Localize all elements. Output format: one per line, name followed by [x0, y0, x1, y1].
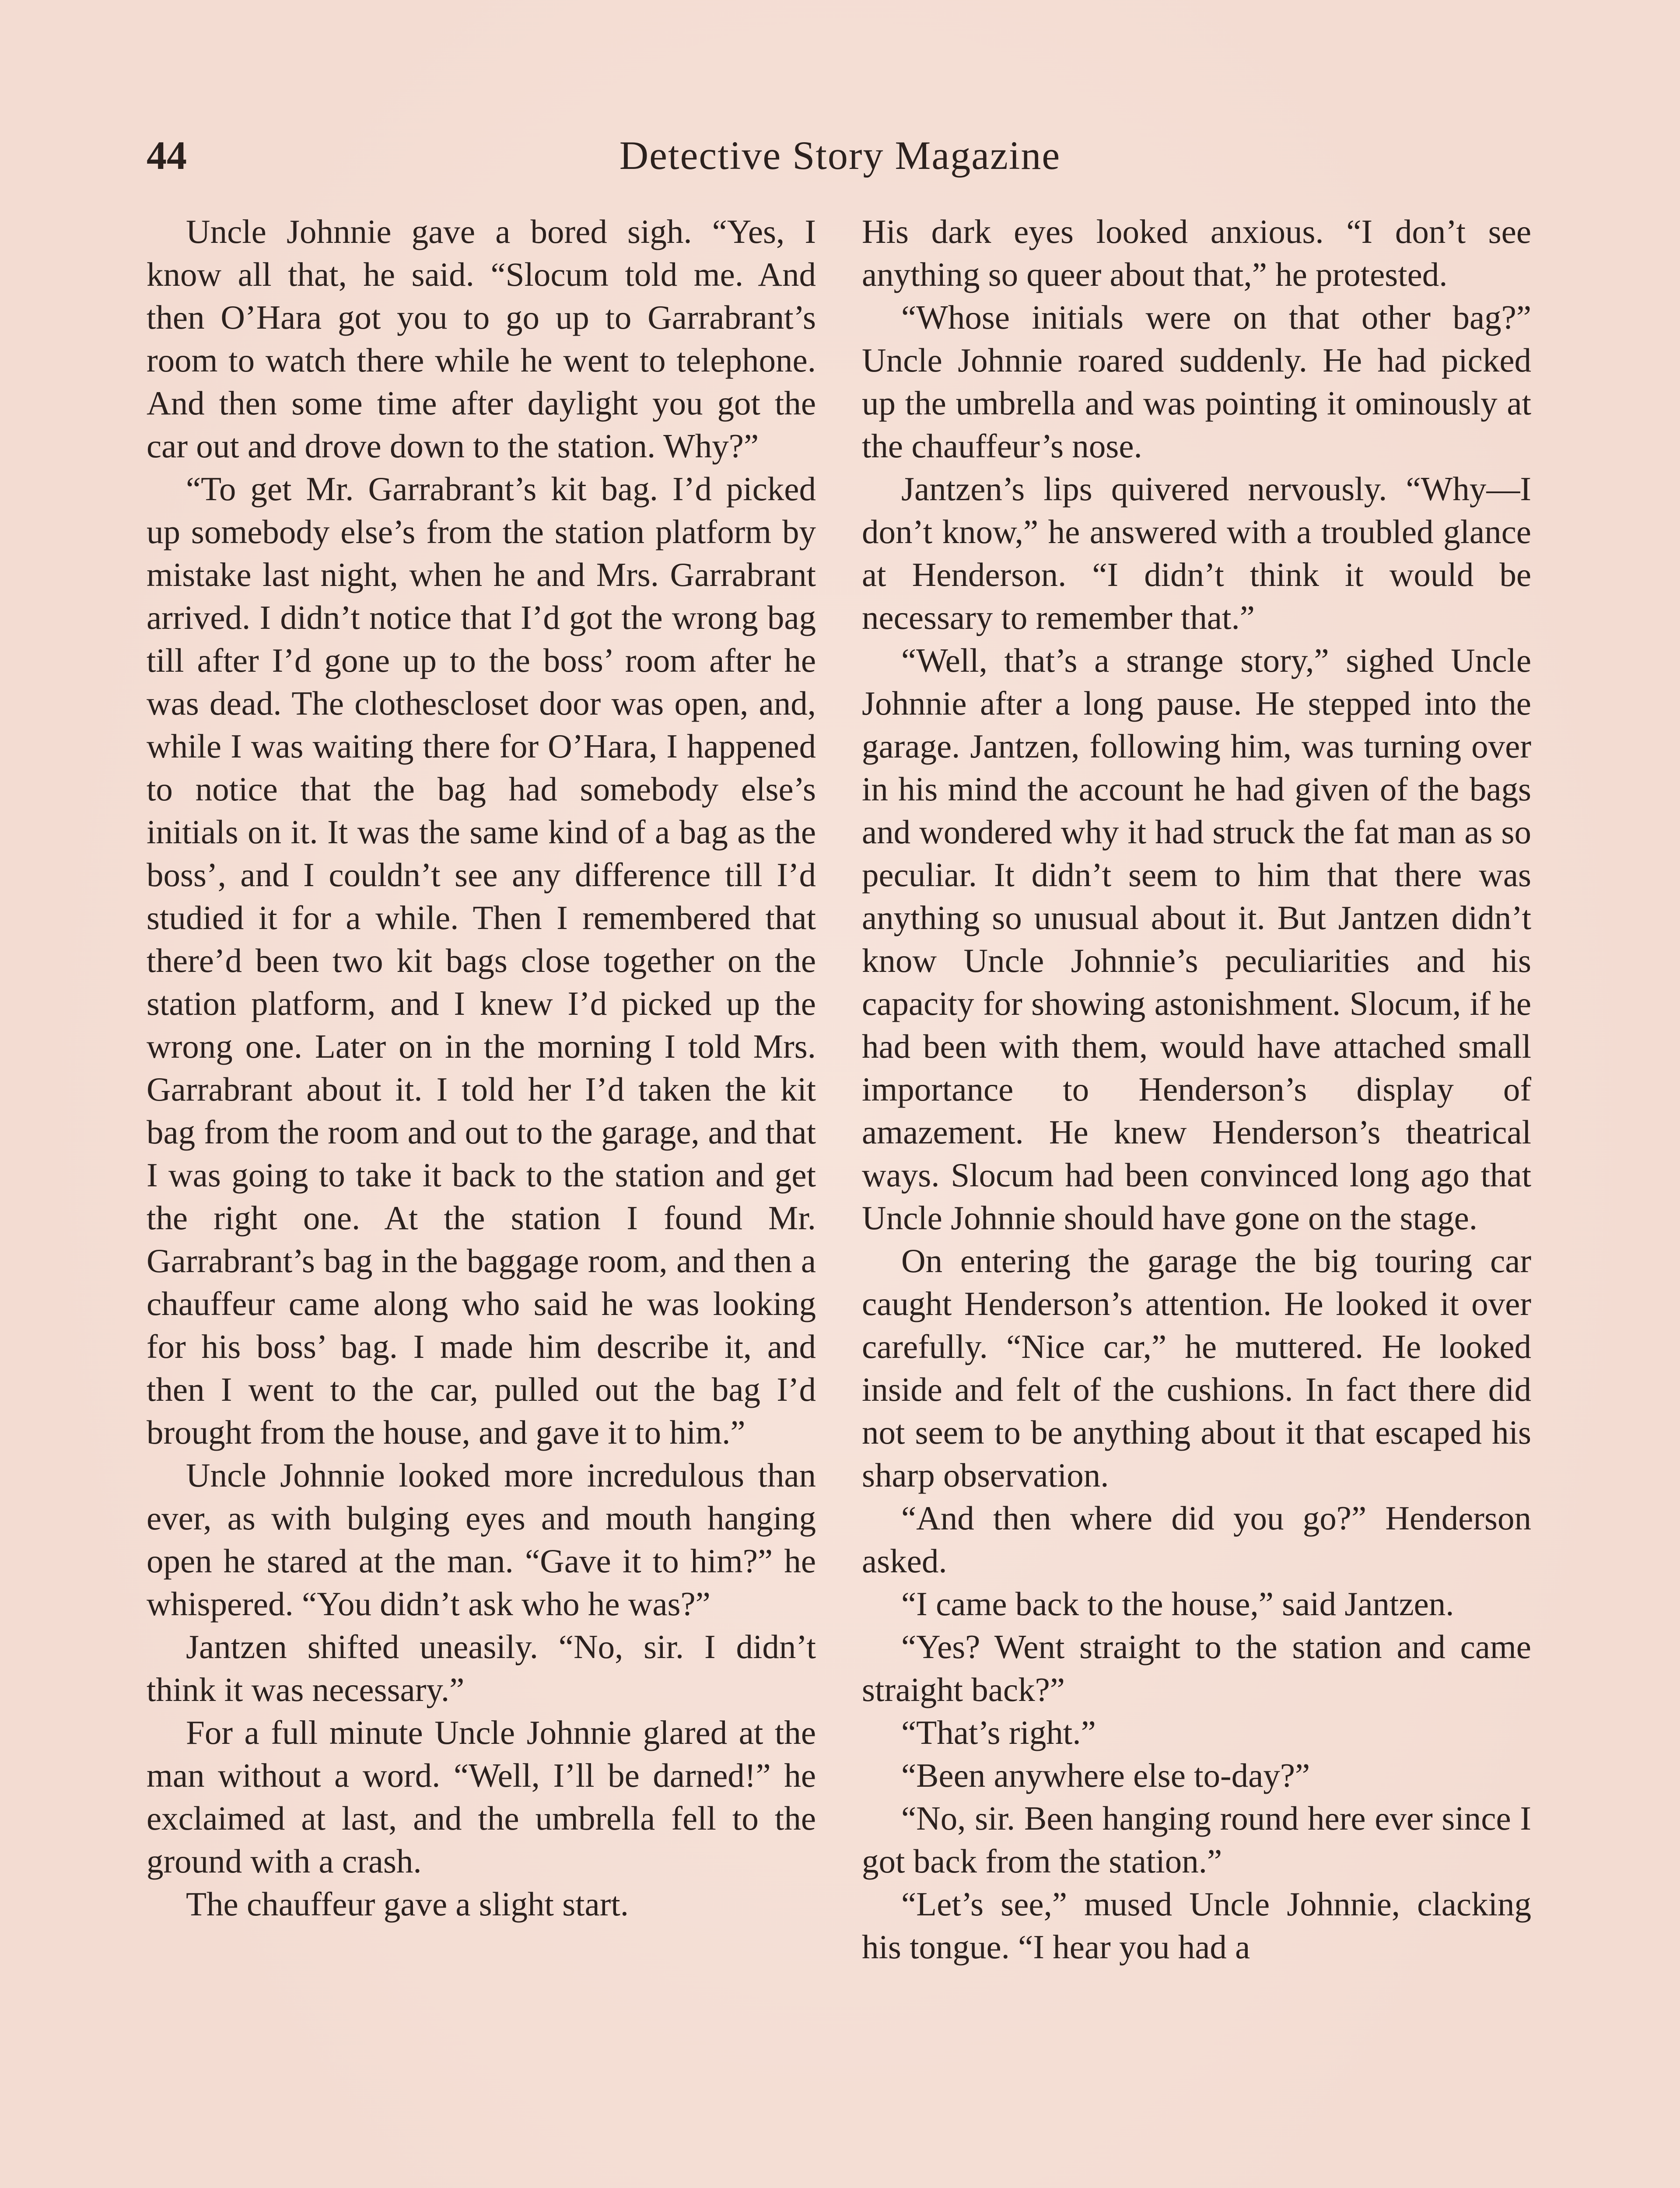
- paragraph: “Whose initials were on that other bag?” Uncle Johnnie roared suddenly. He had picked up the umbrella and was pointing it ominously at the chauffeur’s nose.: [862, 298, 1531, 465]
- paragraph: For a full minute Uncle Johnnie glared at the man without a word. “Well, I’ll be darned!” he exclaimed at last, and the umbrella fell to the ground with a crash.: [147, 1714, 816, 1880]
- paragraph: “Well, that’s a strange story,” sighed Uncle Johnnie after a long pause. He stepped into the garage. Jantzen, following him, was turning over in his mind the account he had given of the bags and wondered why it had struck the fat man as so peculiar. It didn’t seem to him that there was anything so unusual about it. But Jantzen didn’t know Uncle Johnnie’s peculiarities and his capacity for showing astonishment. Slocum, if he had been with them, would have attached small importance to Henderson’s display of amazement. He knew Henderson’s theatrical ways. Slocum had been convinced long ago that Uncle Johnnie should have gone on the stage.: [862, 642, 1531, 1237]
- page-header: [147, 127, 1533, 184]
- paragraph: “That’s right.”: [901, 1714, 1096, 1751]
- paragraph: Jantzen shifted uneasily. “No, sir. I didn’t think it was necessary.”: [147, 1628, 816, 1708]
- paragraph: “Been anywhere else to-day?”: [901, 1757, 1310, 1794]
- paragraph: “No, sir. Been hanging round here ever since I got back from the station.”: [862, 1799, 1531, 1880]
- paragraph: “To get Mr. Garrabrant’s kit bag. I’d picked up somebody else’s from the station platform by mistake last night, when he and Mrs. Garrabrant arrived. I didn’t notice that I’d got the wrong bag till after I’d gone up to the boss’ room after he was dead. The clothescloset door was open, and, while I was waiting there for O’Hara, I happened to notice that the bag had somebody else’s initials on it. It was the same kind of a bag as the boss’, and I couldn’t see any difference till I’d studied it for a while. Then I remembered that there’d been two kit bags close together on the station platform, and I knew I’d picked up the wrong one. Later on in the morning I told Mrs. Garrabrant about it. I told her I’d taken the kit bag from the room and out to the garage, and that I was going to take it back to the station and get the right one. At the station I found Mr. Garrabrant’s bag in the baggage room, and then a chauffeur came along who said he was looking for his boss’ bag. I made him describe it, and then I went to the car, pulled out the bag I’d brought from the house, and gave it to him.”: [147, 470, 816, 1451]
- paragraph: Uncle Johnnie gave a bored sigh. “Yes, I know all that, he said. “Slocum told me. And then O’Hara got you to go up to Garrabrant’s room to watch there while he went to telephone. And then some time after daylight you got the car out and drove down to the station. Why?”: [147, 213, 816, 465]
- paragraph: “And then where did you go?” Henderson asked.: [862, 1499, 1531, 1580]
- paragraph: “Yes? Went straight to the station and came straight back?”: [862, 1628, 1531, 1708]
- paragraph: “Let’s see,” mused Uncle Johnnie, clacking his tongue. “I hear you had a: [862, 1885, 1531, 1966]
- paragraph: Uncle Johnnie looked more incredulous than ever, as with bulging eyes and mouth hanging open he stared at the man. “Gave it to him?” he whispered. “You didn’t ask who he was?”: [147, 1456, 816, 1623]
- right-column: [862, 210, 1531, 1968]
- running-title: Detective Story Magazine: [619, 133, 1061, 178]
- page-number: 44: [147, 133, 187, 178]
- paragraph: On entering the garage the big touring car caught Henderson’s attention. He looked it over carefully. “Nice car,” he muttered. He looked inside and felt of the cushions. In fact there did not seem to be anything about it that escaped his sharp observation.: [862, 1242, 1531, 1494]
- paragraph: “I came back to the house,” said Jantzen.: [901, 1585, 1454, 1623]
- paragraph: The chauffeur gave a slight start.: [186, 1885, 629, 1923]
- paragraph-continuation: His dark eyes looked anxious. “I don’t see anything so queer about that,” he protested.: [862, 213, 1531, 293]
- paragraph: Jantzen’s lips quivered nervously. “Why—I don’t know,” he answered with a troubled glance at Henderson. “I didn’t think it would be necessary to remember that.”: [862, 470, 1531, 636]
- left-column: [147, 210, 816, 1925]
